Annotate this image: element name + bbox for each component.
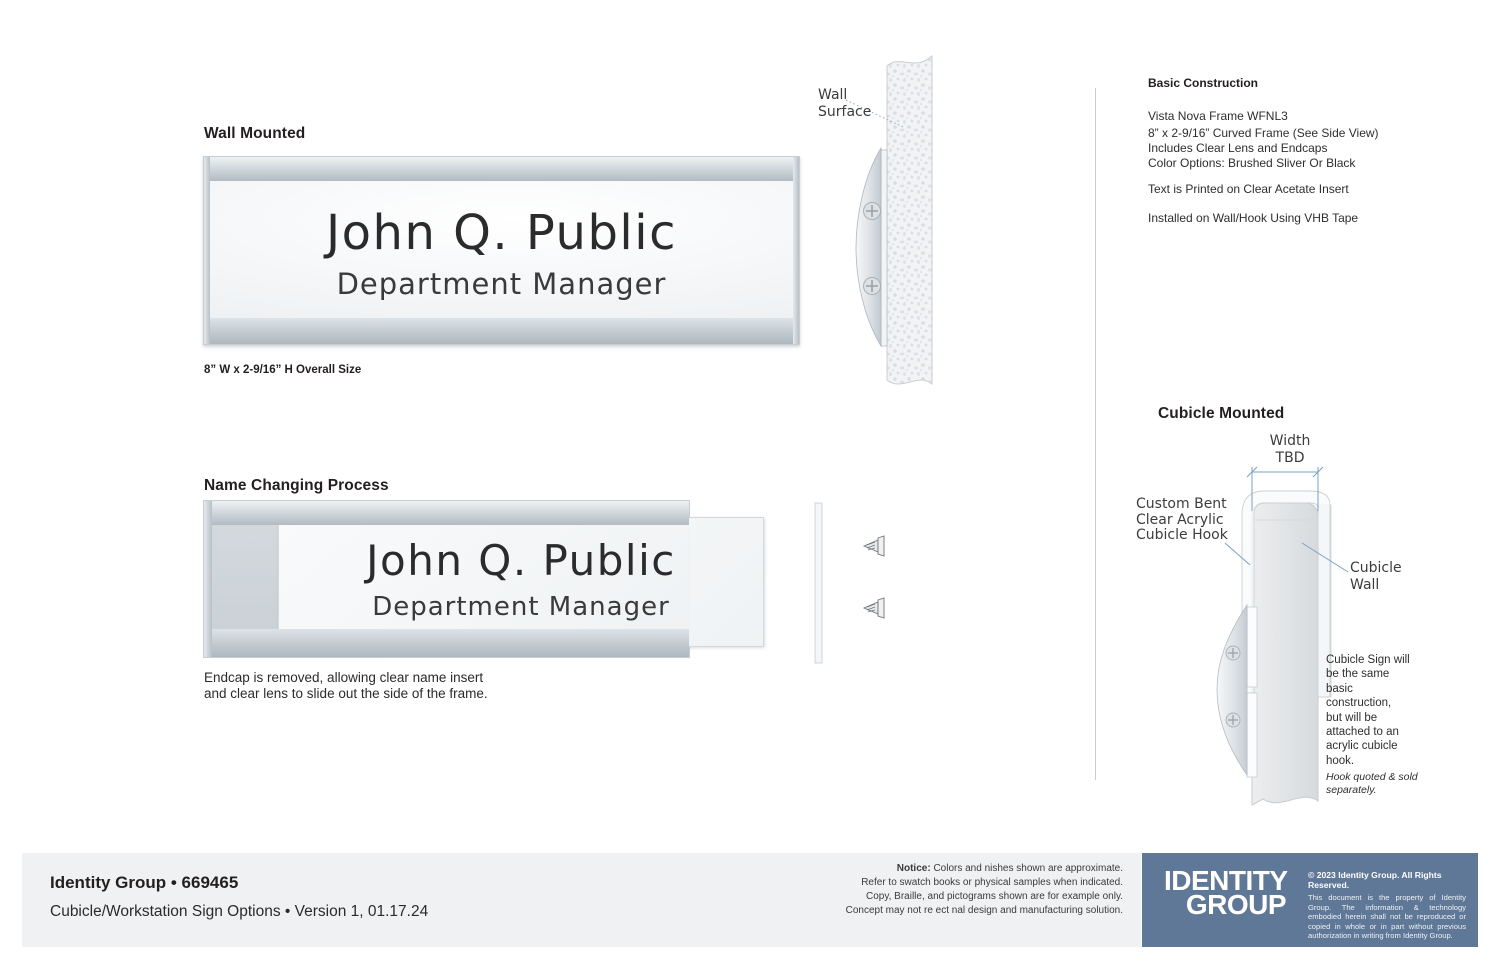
- copyright-body: This document is the property of Identity Group. The information & technology embodied herein shall not be reproduced or copied in whole or in part without previous authorization in writing from Identity Group.: [1308, 893, 1466, 941]
- spec-lens-endcaps: Includes Clear Lens and Endcaps: [1148, 141, 1328, 155]
- mounting-screw-icon: [864, 203, 881, 220]
- name-changing-caption: [204, 670, 488, 702]
- caption-line2: and clear lens to slide out the side of the frame.: [204, 686, 488, 701]
- column-divider: [1095, 88, 1096, 780]
- sign-back-plate-upper: [1247, 607, 1257, 687]
- spec-color-options: Color Options: Brushed Sliver Or Black: [1148, 156, 1356, 170]
- footer-notice: [793, 862, 1123, 918]
- sign-back-plate-lower: [1247, 693, 1257, 777]
- wall-mounted-sign: [203, 156, 800, 345]
- hook-label-line1: Custom Bent: [1136, 496, 1227, 512]
- hook-label-line2: Clear Acrylic: [1136, 511, 1224, 528]
- mounting-screw-icon: [1226, 646, 1240, 660]
- wall-label-line1: Cubicle: [1350, 560, 1402, 576]
- sign-title-text: Department Manager: [336, 267, 667, 301]
- mounting-screw-icon: [1226, 713, 1240, 727]
- clear-name-insert: [278, 517, 764, 647]
- wall-side-view-diagram: [780, 40, 1000, 410]
- width-label-line1: Width: [1269, 433, 1311, 449]
- screw-side-icon: [864, 536, 884, 556]
- frame-bottom-band: [204, 629, 689, 657]
- notice-line1: [793, 862, 1123, 876]
- hook-sold-separately-note: Hook quoted & sold separately.: [1326, 771, 1418, 796]
- wall-surface-label-line1: Wall: [818, 87, 848, 103]
- basic-construction-specs: [1148, 109, 1448, 171]
- cubicle-sign-note: Cubicle Sign will be the same basic construction, but will be attached to an acrylic cubicle hook.: [1326, 654, 1410, 767]
- clear-lens-side-profile: [815, 503, 822, 663]
- wall-label-line2: Wall: [1350, 577, 1380, 593]
- spec-install-method: Installed on Wall/Hook Using VHB Tape: [1148, 211, 1359, 225]
- wall-surface-label: [818, 87, 871, 121]
- width-label-line2: TBD: [1275, 450, 1305, 466]
- logo-line1: IDENTITY: [1164, 865, 1288, 896]
- notice-line2: Refer to swatch books or physical samples when indicated.: [861, 877, 1123, 888]
- frame-top-band: [204, 501, 689, 525]
- name-changing-side-view: [808, 495, 908, 675]
- overall-size-label: 8” W x 2-9/16” H Overall Size: [204, 364, 362, 376]
- notice-line3: Copy, Braille, and pictograms shown are for example only.: [866, 891, 1123, 902]
- spec-frame-size: 8” x 2-9/16” Curved Frame (See Side View): [1148, 126, 1379, 140]
- identity-group-logo-block: [1142, 853, 1478, 947]
- caption-line1: Endcap is removed, allowing clear name insert: [204, 670, 484, 685]
- identity-group-logo: [1164, 865, 1288, 920]
- frame-left-endcap: [204, 501, 212, 657]
- notice-line1-text: Colors and nishes shown are approximate.: [930, 863, 1123, 874]
- footer-product-version: Cubicle/Workstation Sign Options • Version 1, 01.17.24: [50, 903, 429, 920]
- section-heading-cubicle-mounted: Cubicle Mounted: [1158, 405, 1285, 422]
- sign-bottom-band: [204, 318, 799, 344]
- copyright-block: [1308, 870, 1466, 941]
- basic-construction-heading: Basic Construction: [1148, 76, 1259, 90]
- spec-acetate-insert: Text is Printed on Clear Acetate Insert: [1148, 182, 1349, 196]
- sign-top-band: [204, 157, 799, 181]
- section-heading-name-changing: Name Changing Process: [204, 477, 389, 494]
- footer-band: [22, 853, 1141, 947]
- copyright-title: © 2023 Identity Group. All Rights Reserved.: [1308, 870, 1442, 890]
- notice-label: Notice:: [896, 863, 931, 874]
- sign-name-text: John Q. Public: [326, 205, 677, 261]
- sign-curved-profile-side: [856, 148, 881, 346]
- footer-company-number: Identity Group • 669465: [50, 873, 239, 892]
- cubicle-hook-label: [1136, 497, 1228, 544]
- width-tbd-label: [1240, 433, 1340, 467]
- notice-line4: Concept may not re ect nal design and manufacturing solution.: [845, 905, 1123, 916]
- wall-surface-label-line2: Surface: [818, 104, 872, 120]
- insert-title-text: Department Manager: [372, 592, 670, 622]
- hook-label-line3: Cubicle Hook: [1136, 527, 1228, 543]
- cubicle-wall-label: [1350, 560, 1402, 594]
- screw-side-icon: [864, 598, 884, 618]
- insert-name-text: John Q. Public: [366, 536, 676, 585]
- mounting-screw-icon: [864, 278, 881, 295]
- logo-line2: GROUP: [1185, 889, 1286, 920]
- section-heading-wall-mounted: Wall Mounted: [204, 125, 306, 142]
- sign-back-plate-side: [881, 150, 887, 346]
- cubicle-wall-panel: [1252, 503, 1318, 805]
- spec-frame-model: Vista Nova Frame WFNL3: [1148, 109, 1288, 123]
- cubicle-sign-curved-profile: [1217, 605, 1247, 775]
- wall-surface-cross-section: [887, 56, 932, 384]
- name-changing-sign-frame: [203, 500, 690, 658]
